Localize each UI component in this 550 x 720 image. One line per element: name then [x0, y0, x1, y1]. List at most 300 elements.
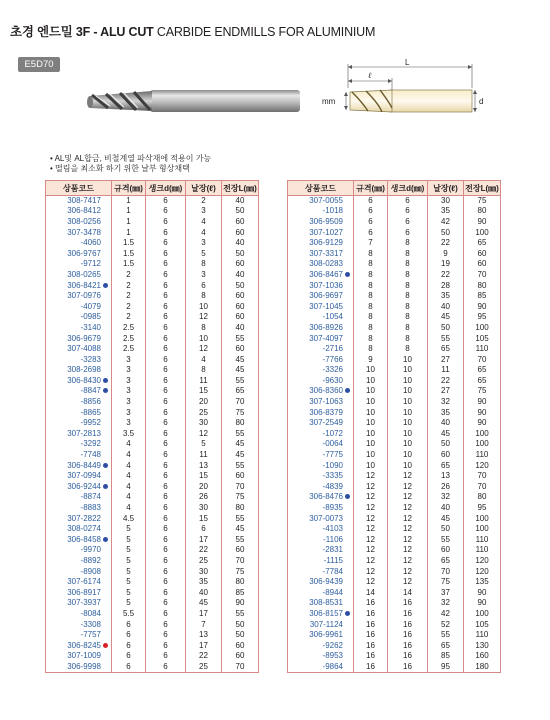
overall-length-cell: 80 [464, 280, 501, 291]
size-cell: 5 [112, 545, 146, 556]
shank-cell: 6 [146, 238, 186, 249]
product-code-cell [46, 662, 112, 673]
table-row [288, 450, 501, 461]
size-cell: 6 [354, 227, 388, 238]
product-code-text: 307-4088 [67, 344, 101, 354]
flute-length-cell: 45 [186, 598, 222, 609]
spacer [103, 261, 108, 266]
product-code-text: -3326 [322, 365, 343, 375]
size-cell: 10 [354, 397, 388, 408]
product-code-cell [46, 301, 112, 312]
overall-length-cell: 50 [222, 280, 259, 291]
spacer [345, 325, 350, 330]
table-row [46, 450, 259, 461]
product-code-text: 306-8412 [67, 206, 101, 216]
flute-length-cell: 28 [428, 280, 464, 291]
product-code-cell [46, 312, 112, 323]
flute-length-cell: 65 [428, 460, 464, 471]
size-cell: 5 [112, 598, 146, 609]
size-cell: 8 [354, 312, 388, 323]
size-cell: 14 [354, 587, 388, 598]
table-row [288, 439, 501, 450]
table-row [46, 407, 259, 418]
flute-length-cell: 22 [186, 545, 222, 556]
flute-length-cell: 70 [428, 566, 464, 577]
flute-length-cell: 30 [186, 418, 222, 429]
size-cell: 12 [354, 566, 388, 577]
shank-cell: 8 [388, 280, 428, 291]
overall-length-cell: 55 [222, 429, 259, 440]
overall-length-cell: 75 [464, 196, 501, 207]
size-cell: 6 [112, 651, 146, 662]
shank-cell: 6 [146, 259, 186, 270]
overall-length-cell: 100 [464, 513, 501, 524]
shank-cell: 6 [146, 587, 186, 598]
product-code-cell [46, 619, 112, 630]
size-cell: 10 [354, 407, 388, 418]
table-row [46, 429, 259, 440]
flute-length-cell: 22 [428, 270, 464, 281]
product-code-cell [46, 259, 112, 270]
shank-cell: 6 [146, 651, 186, 662]
shank-cell: 6 [146, 524, 186, 535]
overall-length-cell: 75 [222, 407, 259, 418]
flute-length-cell: 27 [428, 386, 464, 397]
product-code-text: 306-8467 [309, 269, 343, 279]
size-cell: 16 [354, 630, 388, 641]
size-cell: 16 [354, 619, 388, 630]
shank-cell: 6 [146, 217, 186, 228]
size-cell: 10 [354, 365, 388, 376]
table-row [288, 630, 501, 641]
table-row [46, 545, 259, 556]
product-code-text: 306-9439 [309, 577, 343, 587]
overall-length-cell: 130 [464, 640, 501, 651]
table-row [46, 482, 259, 493]
flute-length-cell: 15 [186, 386, 222, 397]
product-code-cell [288, 429, 354, 440]
size-cell: 16 [354, 598, 388, 609]
shank-cell: 12 [388, 556, 428, 567]
size-cell: 3.5 [112, 429, 146, 440]
product-code-cell [288, 630, 354, 641]
size-cell: 6 [112, 640, 146, 651]
flute-length-cell: 8 [186, 365, 222, 376]
flute-length-cell: 3 [186, 238, 222, 249]
spacer [345, 664, 350, 669]
product-code-cell [46, 482, 112, 493]
table-row [46, 365, 259, 376]
series-code-badge: E5D70 [18, 57, 60, 72]
spacer [345, 632, 350, 637]
spacer [345, 643, 350, 648]
product-code-text: -1115 [323, 555, 343, 565]
product-code-cell [288, 323, 354, 334]
flute-length-cell: 95 [428, 662, 464, 673]
overall-length-cell: 80 [464, 206, 501, 217]
product-code-text: -3140 [80, 322, 101, 332]
spacer [103, 399, 108, 404]
shank-cell: 6 [146, 439, 186, 450]
table-row [46, 418, 259, 429]
overall-length-cell: 60 [464, 248, 501, 259]
flute-length-cell: 15 [186, 471, 222, 482]
note-item: • 떨림을 최소화 하기 위한 날부 형상채택 [50, 164, 211, 174]
product-code-text: 307-6174 [67, 577, 101, 587]
size-cell: 8 [354, 270, 388, 281]
table-row [288, 301, 501, 312]
shank-cell: 16 [388, 662, 428, 673]
flute-length-cell: 55 [428, 535, 464, 546]
size-cell: 2 [112, 312, 146, 323]
flute-length-cell: 5 [186, 439, 222, 450]
product-code-cell [288, 609, 354, 620]
overall-length-cell: 45 [222, 450, 259, 461]
size-cell: 2 [112, 301, 146, 312]
product-code-cell [288, 556, 354, 567]
product-code-text: 308-0265 [67, 269, 101, 279]
product-code-cell [288, 386, 354, 397]
size-cell: 8 [354, 280, 388, 291]
product-code-cell [46, 587, 112, 598]
shank-cell: 16 [388, 619, 428, 630]
overall-length-cell: 120 [464, 460, 501, 471]
product-code-cell [46, 524, 112, 535]
overall-length-cell: 110 [464, 545, 501, 556]
product-code-text: 307-2549 [309, 418, 343, 428]
table-row [288, 312, 501, 323]
product-code-cell [288, 206, 354, 217]
spacer [103, 304, 108, 309]
flute-length-cell: 26 [428, 482, 464, 493]
spacer [103, 325, 108, 330]
flute-length-cell: 12 [186, 429, 222, 440]
spacer [345, 463, 350, 468]
size-cell: 10 [354, 429, 388, 440]
header-flute-length: 날장(ℓ) [428, 181, 464, 196]
blue-dot-icon [345, 272, 350, 277]
spacer [345, 261, 350, 266]
overall-length-cell: 45 [222, 439, 259, 450]
size-cell: 12 [354, 524, 388, 535]
product-code-text: -3283 [80, 354, 101, 364]
table-row [288, 376, 501, 387]
size-cell: 1.5 [112, 238, 146, 249]
overall-length-cell: 135 [464, 577, 501, 588]
flute-length-cell: 11 [428, 365, 464, 376]
spacer [103, 452, 108, 457]
overall-length-cell: 50 [222, 206, 259, 217]
product-code-text: 307-0976 [67, 291, 101, 301]
overall-length-cell: 110 [464, 344, 501, 355]
flute-length-cell: 22 [186, 651, 222, 662]
shank-cell: 8 [388, 323, 428, 334]
overall-length-cell: 100 [464, 227, 501, 238]
spacer [345, 579, 350, 584]
size-cell: 1 [112, 227, 146, 238]
label-mm: mm [322, 97, 336, 106]
product-code-cell [46, 376, 112, 387]
spacer [103, 473, 108, 478]
product-code-text: 306-9961 [309, 630, 343, 640]
spacer [345, 283, 350, 288]
overall-length-cell: 85 [222, 587, 259, 598]
flute-length-cell: 32 [428, 598, 464, 609]
product-code-text: 308-0256 [67, 216, 101, 226]
size-cell: 16 [354, 662, 388, 673]
shank-cell: 6 [388, 217, 428, 228]
header-overall-length: 전장L(㎜) [464, 181, 501, 196]
product-code-text: -2716 [322, 344, 343, 354]
flute-length-cell: 15 [186, 513, 222, 524]
product-code-cell [288, 577, 354, 588]
flute-length-cell: 32 [428, 397, 464, 408]
flute-length-cell: 17 [186, 640, 222, 651]
product-code-text: -7766 [322, 354, 343, 364]
flute-length-cell: 9 [428, 248, 464, 259]
product-code-text: 306-9998 [67, 661, 101, 671]
size-cell: 10 [354, 418, 388, 429]
shank-cell: 16 [388, 609, 428, 620]
product-code-cell [46, 566, 112, 577]
table-row [288, 619, 501, 630]
flute-length-cell: 11 [186, 376, 222, 387]
flute-length-cell: 40 [428, 418, 464, 429]
overall-length-cell: 90 [464, 217, 501, 228]
overall-length-cell: 100 [464, 524, 501, 535]
size-cell: 6 [354, 196, 388, 207]
product-code-text: -3292 [80, 439, 101, 449]
table-row [288, 651, 501, 662]
table-row [288, 577, 501, 588]
product-code-text: -7757 [80, 630, 101, 640]
size-cell: 16 [354, 609, 388, 620]
product-code-text: -8908 [80, 566, 101, 576]
page-title [10, 22, 375, 40]
size-cell: 4.5 [112, 513, 146, 524]
product-code-cell [288, 248, 354, 259]
table-row [288, 460, 501, 471]
product-code-text: -4079 [80, 301, 101, 311]
product-code-cell [288, 566, 354, 577]
size-cell: 10 [354, 439, 388, 450]
table-header-row [288, 181, 501, 196]
table-row [46, 640, 259, 651]
table-row [288, 492, 501, 503]
flute-length-cell: 27 [428, 354, 464, 365]
blue-dot-icon [103, 378, 108, 383]
shank-cell: 8 [388, 238, 428, 249]
overall-length-cell: 120 [464, 556, 501, 567]
product-code-text: -0064 [322, 439, 343, 449]
table-row [288, 524, 501, 535]
shank-cell: 10 [388, 450, 428, 461]
flute-length-cell: 65 [428, 556, 464, 567]
flute-length-cell: 19 [428, 259, 464, 270]
spacer [103, 590, 108, 595]
header-size: 규격(㎜) [354, 181, 388, 196]
shank-cell: 6 [146, 227, 186, 238]
flute-length-cell: 50 [428, 524, 464, 535]
shank-cell: 6 [146, 206, 186, 217]
size-cell: 4 [112, 439, 146, 450]
flute-length-cell: 75 [428, 577, 464, 588]
overall-length-cell: 65 [222, 386, 259, 397]
spacer [345, 357, 350, 362]
product-code-text: -8883 [80, 503, 101, 513]
table-row [46, 238, 259, 249]
spacer [103, 293, 108, 298]
overall-length-cell: 85 [464, 291, 501, 302]
shank-cell: 8 [388, 259, 428, 270]
overall-length-cell: 55 [222, 460, 259, 471]
table-row [288, 587, 501, 598]
size-cell: 4 [112, 471, 146, 482]
spacer [345, 452, 350, 457]
size-cell: 5.5 [112, 609, 146, 620]
size-cell: 6 [112, 662, 146, 673]
overall-length-cell: 40 [222, 323, 259, 334]
product-code-cell [288, 598, 354, 609]
product-code-cell [46, 439, 112, 450]
flute-length-cell: 22 [428, 376, 464, 387]
product-code-text: 308-0283 [309, 259, 343, 269]
header-product-code: 상품코드 [46, 181, 112, 196]
product-code-text: 306-9679 [67, 333, 101, 343]
flute-length-cell: 50 [428, 323, 464, 334]
shank-cell: 10 [388, 365, 428, 376]
overall-length-cell: 100 [464, 323, 501, 334]
shank-cell: 6 [146, 630, 186, 641]
spacer [345, 336, 350, 341]
label-d: d [479, 97, 484, 106]
flute-length-cell: 4 [186, 354, 222, 365]
flute-length-cell: 17 [186, 535, 222, 546]
shank-cell: 8 [388, 270, 428, 281]
product-code-cell [288, 227, 354, 238]
flute-length-cell: 40 [428, 503, 464, 514]
shank-cell: 12 [388, 513, 428, 524]
product-code-text: 308-2698 [67, 365, 101, 375]
product-code-cell [46, 206, 112, 217]
size-cell: 1.5 [112, 248, 146, 259]
product-code-text: -7784 [322, 566, 343, 576]
spacer [345, 251, 350, 256]
title-bold: 초경 엔드밀 3F - ALU CUT [10, 25, 154, 39]
spacer [103, 208, 108, 213]
flute-length-cell: 85 [428, 651, 464, 662]
flute-length-cell: 13 [428, 471, 464, 482]
size-cell: 12 [354, 513, 388, 524]
size-cell: 12 [354, 492, 388, 503]
overall-length-cell: 40 [222, 238, 259, 249]
note-item: • AL및 AL합금, 비철계열 파삭재에 적용이 가능 [50, 154, 211, 164]
overall-length-cell: 75 [464, 386, 501, 397]
size-cell: 12 [354, 482, 388, 493]
size-cell: 2 [112, 270, 146, 281]
overall-length-cell: 90 [222, 598, 259, 609]
size-cell: 3 [112, 418, 146, 429]
table-row [288, 513, 501, 524]
size-cell: 3 [112, 354, 146, 365]
overall-length-cell: 60 [222, 651, 259, 662]
flute-length-cell: 10 [186, 301, 222, 312]
shank-cell: 14 [388, 587, 428, 598]
size-cell: 10 [354, 376, 388, 387]
product-code-text: -8935 [322, 503, 343, 513]
size-cell: 8 [354, 301, 388, 312]
size-cell: 7 [354, 238, 388, 249]
table-row [46, 577, 259, 588]
title-rest: CARBIDE ENDMILLS FOR ALUMINIUM [153, 25, 376, 39]
product-code-text: -8953 [322, 651, 343, 661]
shank-cell: 10 [388, 407, 428, 418]
spacer [345, 230, 350, 235]
spacer [103, 420, 108, 425]
flute-length-cell: 55 [428, 333, 464, 344]
shank-cell: 6 [388, 196, 428, 207]
product-code-cell [46, 556, 112, 567]
spacer [345, 622, 350, 627]
shank-cell: 6 [146, 640, 186, 651]
spacer [103, 611, 108, 616]
shank-cell: 6 [146, 482, 186, 493]
overall-length-cell: 80 [222, 577, 259, 588]
product-code-cell [288, 460, 354, 471]
flute-length-cell: 11 [186, 450, 222, 461]
product-code-text: 306-9767 [67, 248, 101, 258]
overall-length-cell: 70 [222, 482, 259, 493]
flute-length-cell: 30 [186, 503, 222, 514]
product-code-text: -1072 [322, 428, 343, 438]
product-code-cell [46, 270, 112, 281]
table-row [46, 259, 259, 270]
spacer [103, 346, 108, 351]
size-cell: 5 [112, 587, 146, 598]
flute-length-cell: 50 [428, 227, 464, 238]
overall-length-cell: 180 [464, 662, 501, 673]
shank-cell: 10 [388, 376, 428, 387]
product-code-text: -8084 [80, 608, 101, 618]
overall-length-cell: 80 [464, 492, 501, 503]
table-row [46, 535, 259, 546]
shank-cell: 16 [388, 630, 428, 641]
product-code-cell [288, 587, 354, 598]
spacer [103, 558, 108, 563]
product-code-cell [46, 418, 112, 429]
product-code-cell [46, 471, 112, 482]
spacer [103, 230, 108, 235]
product-code-text: -9952 [80, 418, 101, 428]
overall-length-cell: 110 [464, 630, 501, 641]
table-row [288, 270, 501, 281]
shank-cell: 6 [146, 397, 186, 408]
shank-cell: 6 [388, 206, 428, 217]
spacer [103, 314, 108, 319]
product-code-text: 306-9244 [67, 481, 101, 491]
shank-cell: 16 [388, 598, 428, 609]
table-row [288, 609, 501, 620]
header-product-code: 상품코드 [288, 181, 354, 196]
product-code-cell [288, 354, 354, 365]
shank-cell: 6 [146, 503, 186, 514]
shank-cell: 12 [388, 566, 428, 577]
size-cell: 8 [354, 248, 388, 259]
size-cell: 3 [112, 407, 146, 418]
product-code-text: -8847 [80, 386, 101, 396]
overall-length-cell: 105 [464, 333, 501, 344]
overall-length-cell: 60 [222, 259, 259, 270]
